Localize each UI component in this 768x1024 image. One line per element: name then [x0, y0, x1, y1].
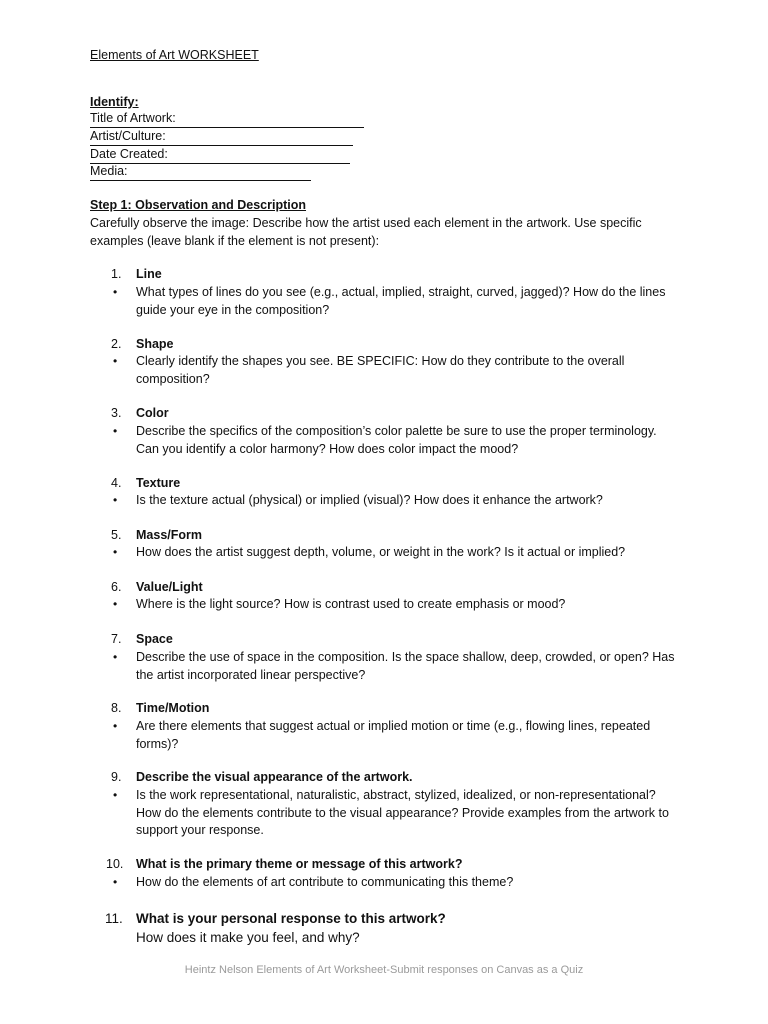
item-prompt: Is the texture actual (physical) or implied (visual)? How does it enhance the artwork?: [136, 493, 603, 507]
date-created-field: Date Created:: [90, 146, 350, 164]
item-prompt: How does it make you feel, and why?: [136, 930, 360, 945]
item-prompt: Is the work representational, naturalistic, abstract, stylized, idealized, or non-representational? How do the elements contribute to the visual appearance? Provide examples from the artwork to support your response.: [136, 788, 669, 838]
bullet-icon: •: [113, 285, 118, 299]
item-number: 9.: [111, 770, 122, 784]
item-title: Line: [136, 267, 162, 281]
identify-heading: Identify:: [90, 95, 139, 109]
item-number: 4.: [111, 476, 122, 490]
item-prompt: Clearly identify the shapes you see. BE SPECIFIC: How do they contribute to the overall composition?: [136, 354, 625, 386]
step1-heading: Step 1: Observation and Description: [90, 198, 307, 212]
item-prompt: Where is the light source? How is contrast used to create emphasis or mood?: [136, 597, 566, 611]
item-title: Describe the visual appearance of the artwork.: [136, 770, 413, 784]
item-prompt: How do the elements of art contribute to communicating this theme?: [136, 875, 514, 889]
item-prompt: Are there elements that suggest actual or implied motion or time (e.g., flowing lines, repeated forms)?: [136, 719, 651, 751]
item-number: 8.: [111, 701, 122, 715]
bullet-icon: •: [113, 545, 118, 559]
item-number: 1.: [111, 267, 122, 281]
item-number: 5.: [111, 528, 122, 542]
item-number: 7.: [111, 632, 122, 646]
bullet-icon: •: [113, 424, 118, 438]
bullet-icon: •: [113, 788, 118, 802]
item-title: Value/Light: [136, 580, 203, 594]
item-title: Mass/Form: [136, 528, 202, 542]
item-prompt: Describe the specifics of the composition’s color palette be sure to use the proper terminology. Can you identify a color harmony? How does color impact the mood?: [136, 424, 657, 456]
bullet-icon: •: [113, 650, 118, 664]
item-title: Texture: [136, 476, 181, 490]
item-number: 2.: [111, 337, 122, 351]
bullet-icon: •: [113, 719, 118, 733]
bullet-icon: •: [113, 875, 118, 889]
artist-culture-field: Artist/Culture:: [90, 128, 353, 146]
item-title: What is the primary theme or message of this artwork?: [136, 857, 463, 871]
item-title: What is your personal response to this artwork?: [136, 911, 446, 926]
media-field: Media:: [90, 163, 311, 181]
worksheet-title: Elements of Art WORKSHEET: [90, 48, 259, 62]
item-title: Shape: [136, 337, 174, 351]
item-prompt: How does the artist suggest depth, volume, or weight in the work? Is it actual or implied?: [136, 545, 626, 559]
page-footer: Heintz Nelson Elements of Art Worksheet-Submit responses on Canvas as a Quiz: [184, 964, 584, 976]
item-number: 6.: [111, 580, 122, 594]
item-number: 3.: [111, 406, 122, 420]
step1-description: Carefully observe the image: Describe how the artist used each element in the artwork. Use specific examples (leave blank if the element is not present):: [90, 216, 642, 248]
item-title: Color: [136, 406, 169, 420]
item-prompt: What types of lines do you see (e.g., actual, implied, straight, curved, jagged)? How do the lines guide your eye in the composition?: [136, 285, 666, 317]
title-of-artwork-field: Title of Artwork:: [90, 110, 364, 128]
bullet-icon: •: [113, 354, 118, 368]
bullet-icon: •: [113, 493, 118, 507]
item-number: 11.: [105, 911, 123, 926]
item-title: Space: [136, 632, 173, 646]
item-title: Time/Motion: [136, 701, 210, 715]
item-prompt: Describe the use of space in the composition. Is the space shallow, deep, crowded, or open? Has the artist incorporated linear perspective?: [136, 650, 675, 682]
bullet-icon: •: [113, 597, 118, 611]
item-number: 10.: [106, 857, 124, 871]
